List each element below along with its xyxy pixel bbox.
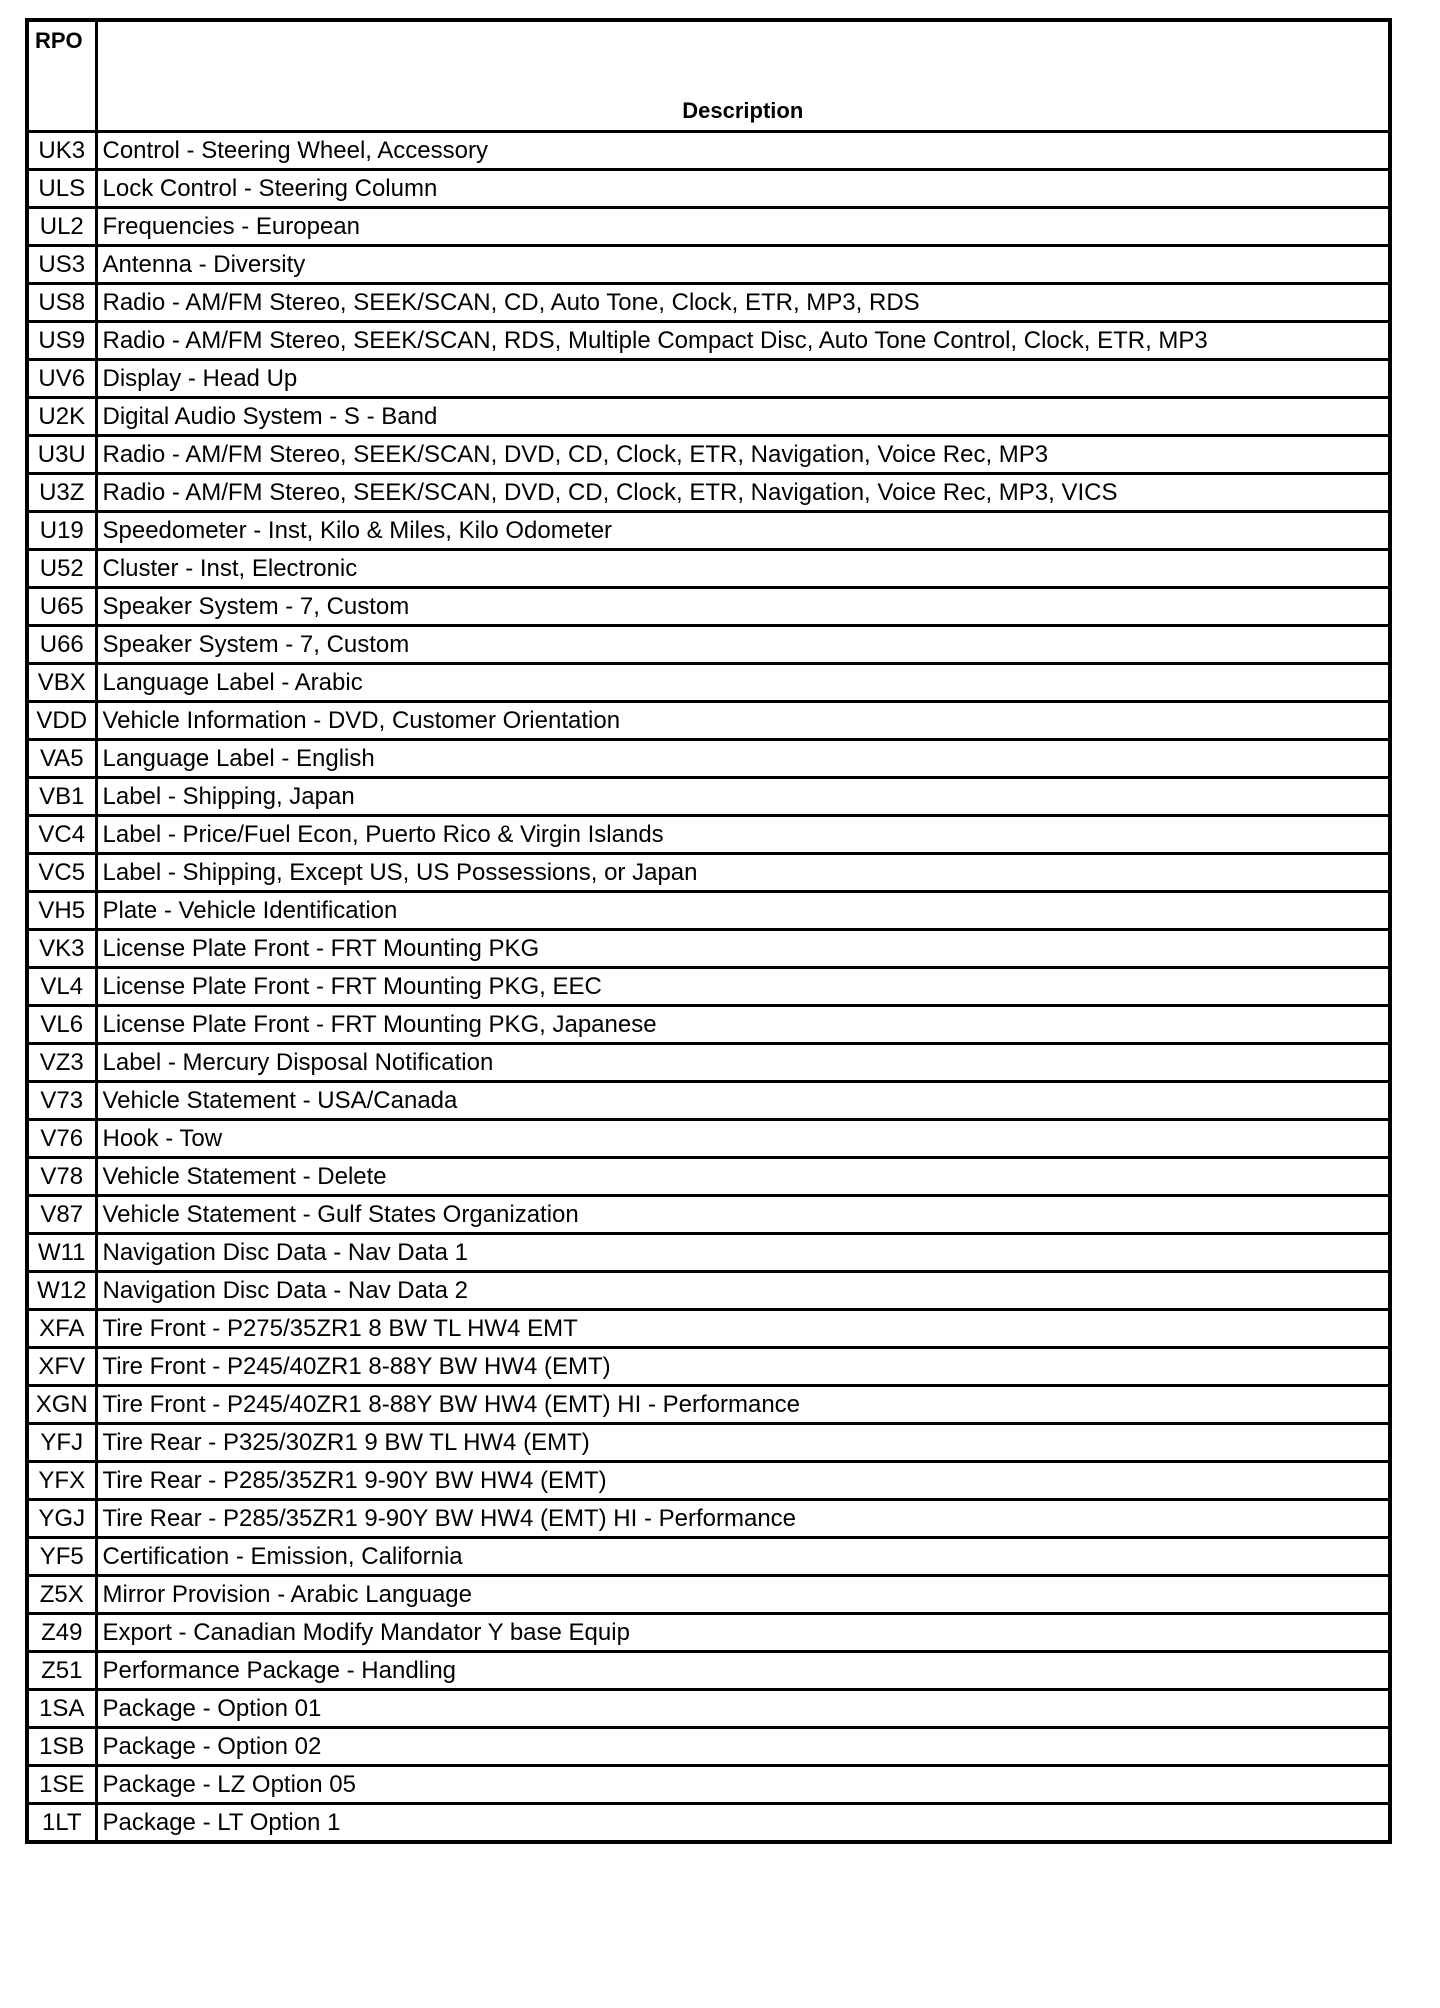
table-row <box>27 1234 1390 1272</box>
description-cell: Package - Option 02 <box>96 1728 1390 1766</box>
table-row <box>27 1044 1390 1082</box>
table-row <box>27 1500 1390 1538</box>
description-cell: Vehicle Information - DVD, Customer Orientation <box>96 702 1390 740</box>
rpo-code-cell: YFJ <box>27 1424 96 1462</box>
description-cell: Tire Front - P245/40ZR1 8-88Y BW HW4 (EMT) <box>96 1348 1390 1386</box>
table-row <box>27 588 1390 626</box>
rpo-code-cell: VL4 <box>27 968 96 1006</box>
table-row <box>27 1310 1390 1348</box>
table-row <box>27 1348 1390 1386</box>
rpo-code-cell: XGN <box>27 1386 96 1424</box>
rpo-code-cell: U2K <box>27 398 96 436</box>
table-row <box>27 1462 1390 1500</box>
rpo-code-cell: VH5 <box>27 892 96 930</box>
table-row <box>27 170 1390 208</box>
description-cell: Tire Front - P275/35ZR1 8 BW TL HW4 EMT <box>96 1310 1390 1348</box>
table-row <box>27 816 1390 854</box>
description-cell: Navigation Disc Data - Nav Data 1 <box>96 1234 1390 1272</box>
rpo-code-cell: UK3 <box>27 132 96 170</box>
table-row <box>27 1614 1390 1652</box>
description-cell: Tire Rear - P285/35ZR1 9-90Y BW HW4 (EMT) <box>96 1462 1390 1500</box>
table-row <box>27 740 1390 778</box>
table-row <box>27 436 1390 474</box>
rpo-column-header: RPO <box>27 20 96 132</box>
description-cell: Tire Rear - P325/30ZR1 9 BW TL HW4 (EMT) <box>96 1424 1390 1462</box>
rpo-code-cell: ULS <box>27 170 96 208</box>
table-row <box>27 1272 1390 1310</box>
table-row <box>27 1766 1390 1804</box>
description-cell: Tire Rear - P285/35ZR1 9-90Y BW HW4 (EMT) HI - Performance <box>96 1500 1390 1538</box>
description-cell: Speaker System - 7, Custom <box>96 626 1390 664</box>
rpo-code-cell: UV6 <box>27 360 96 398</box>
table-row <box>27 1386 1390 1424</box>
description-cell: Label - Price/Fuel Econ, Puerto Rico & Virgin Islands <box>96 816 1390 854</box>
table-row <box>27 664 1390 702</box>
description-cell: Digital Audio System - S - Band <box>96 398 1390 436</box>
table-header <box>27 20 1390 132</box>
description-cell: Hook - Tow <box>96 1120 1390 1158</box>
table-row <box>27 1082 1390 1120</box>
table-row <box>27 1652 1390 1690</box>
table-row <box>27 550 1390 588</box>
table-row <box>27 1006 1390 1044</box>
description-cell: Radio - AM/FM Stereo, SEEK/SCAN, DVD, CD, Clock, ETR, Navigation, Voice Rec, MP3 <box>96 436 1390 474</box>
rpo-code-cell: UL2 <box>27 208 96 246</box>
rpo-code-cell: U19 <box>27 512 96 550</box>
description-cell: Language Label - Arabic <box>96 664 1390 702</box>
rpo-code-cell: VDD <box>27 702 96 740</box>
rpo-code-cell: XFV <box>27 1348 96 1386</box>
table-row <box>27 702 1390 740</box>
description-cell: Label - Shipping, Except US, US Possessions, or Japan <box>96 854 1390 892</box>
table-row <box>27 1538 1390 1576</box>
description-column-header: Description <box>96 20 1390 132</box>
table-row <box>27 968 1390 1006</box>
description-cell: Performance Package - Handling <box>96 1652 1390 1690</box>
description-cell: Cluster - Inst, Electronic <box>96 550 1390 588</box>
description-cell: Language Label - English <box>96 740 1390 778</box>
description-cell: License Plate Front - FRT Mounting PKG, EEC <box>96 968 1390 1006</box>
description-cell: Label - Mercury Disposal Notification <box>96 1044 1390 1082</box>
rpo-code-cell: VBX <box>27 664 96 702</box>
description-cell: Package - LZ Option 05 <box>96 1766 1390 1804</box>
table-row <box>27 474 1390 512</box>
rpo-code-cell: US8 <box>27 284 96 322</box>
description-cell: Control - Steering Wheel, Accessory <box>96 132 1390 170</box>
description-cell: Package - LT Option 1 <box>96 1804 1390 1843</box>
description-cell: License Plate Front - FRT Mounting PKG, Japanese <box>96 1006 1390 1044</box>
description-cell: Radio - AM/FM Stereo, SEEK/SCAN, DVD, CD, Clock, ETR, Navigation, Voice Rec, MP3, VICS <box>96 474 1390 512</box>
description-cell: Tire Front - P245/40ZR1 8-88Y BW HW4 (EMT) HI - Performance <box>96 1386 1390 1424</box>
description-cell: Radio - AM/FM Stereo, SEEK/SCAN, RDS, Multiple Compact Disc, Auto Tone Control, Clock, ETR, MP3 <box>96 322 1390 360</box>
rpo-code-cell: U3U <box>27 436 96 474</box>
description-cell: Package - Option 01 <box>96 1690 1390 1728</box>
description-cell: Vehicle Statement - Delete <box>96 1158 1390 1196</box>
table-row <box>27 892 1390 930</box>
description-cell: Speedometer - Inst, Kilo & Miles, Kilo Odometer <box>96 512 1390 550</box>
table-row <box>27 322 1390 360</box>
table-row <box>27 1728 1390 1766</box>
table-row <box>27 626 1390 664</box>
description-cell: Speaker System - 7, Custom <box>96 588 1390 626</box>
table-row <box>27 854 1390 892</box>
rpo-code-cell: VB1 <box>27 778 96 816</box>
description-cell: Export - Canadian Modify Mandator Y base Equip <box>96 1614 1390 1652</box>
rpo-code-cell: YFX <box>27 1462 96 1500</box>
rpo-code-cell: 1SA <box>27 1690 96 1728</box>
rpo-code-cell: 1SE <box>27 1766 96 1804</box>
table-row <box>27 246 1390 284</box>
description-cell: Frequencies - European <box>96 208 1390 246</box>
table-row <box>27 360 1390 398</box>
rpo-code-cell: U66 <box>27 626 96 664</box>
rpo-code-cell: 1SB <box>27 1728 96 1766</box>
rpo-code-cell: VC4 <box>27 816 96 854</box>
table-row <box>27 930 1390 968</box>
table-row <box>27 778 1390 816</box>
table-row <box>27 1158 1390 1196</box>
table-row <box>27 1576 1390 1614</box>
rpo-code-cell: Z5X <box>27 1576 96 1614</box>
rpo-code-cell: U52 <box>27 550 96 588</box>
rpo-code-cell: 1LT <box>27 1804 96 1843</box>
rpo-code-cell: US3 <box>27 246 96 284</box>
rpo-code-cell: V78 <box>27 1158 96 1196</box>
rpo-code-cell: W11 <box>27 1234 96 1272</box>
description-cell: Antenna - Diversity <box>96 246 1390 284</box>
description-cell: Vehicle Statement - USA/Canada <box>96 1082 1390 1120</box>
table-row <box>27 398 1390 436</box>
rpo-code-cell: XFA <box>27 1310 96 1348</box>
rpo-code-cell: U65 <box>27 588 96 626</box>
rpo-code-cell: US9 <box>27 322 96 360</box>
table-row <box>27 1424 1390 1462</box>
rpo-code-cell: Z51 <box>27 1652 96 1690</box>
rpo-code-cell: V76 <box>27 1120 96 1158</box>
description-cell: Plate - Vehicle Identification <box>96 892 1390 930</box>
table-body <box>27 132 1390 1843</box>
description-cell: Radio - AM/FM Stereo, SEEK/SCAN, CD, Auto Tone, Clock, ETR, MP3, RDS <box>96 284 1390 322</box>
description-cell: Label - Shipping, Japan <box>96 778 1390 816</box>
table-row <box>27 1690 1390 1728</box>
rpo-code-cell: V73 <box>27 1082 96 1120</box>
table-row <box>27 132 1390 170</box>
description-cell: Navigation Disc Data - Nav Data 2 <box>96 1272 1390 1310</box>
rpo-code-cell: VC5 <box>27 854 96 892</box>
rpo-code-cell: V87 <box>27 1196 96 1234</box>
description-cell: Certification - Emission, California <box>96 1538 1390 1576</box>
rpo-code-cell: Z49 <box>27 1614 96 1652</box>
rpo-code-cell: YF5 <box>27 1538 96 1576</box>
description-cell: License Plate Front - FRT Mounting PKG <box>96 930 1390 968</box>
table-row <box>27 1804 1390 1843</box>
table-row <box>27 1120 1390 1158</box>
table-row <box>27 208 1390 246</box>
table-row <box>27 512 1390 550</box>
rpo-code-cell: VL6 <box>27 1006 96 1044</box>
description-cell: Vehicle Statement - Gulf States Organization <box>96 1196 1390 1234</box>
rpo-code-cell: VZ3 <box>27 1044 96 1082</box>
rpo-code-cell: W12 <box>27 1272 96 1310</box>
rpo-table <box>25 18 1392 1844</box>
description-cell: Lock Control - Steering Column <box>96 170 1390 208</box>
rpo-code-cell: VK3 <box>27 930 96 968</box>
description-cell: Display - Head Up <box>96 360 1390 398</box>
description-cell: Mirror Provision - Arabic Language <box>96 1576 1390 1614</box>
header-row <box>27 20 1390 132</box>
table-row <box>27 284 1390 322</box>
rpo-code-cell: YGJ <box>27 1500 96 1538</box>
rpo-code-cell: U3Z <box>27 474 96 512</box>
rpo-code-cell: VA5 <box>27 740 96 778</box>
table-row <box>27 1196 1390 1234</box>
